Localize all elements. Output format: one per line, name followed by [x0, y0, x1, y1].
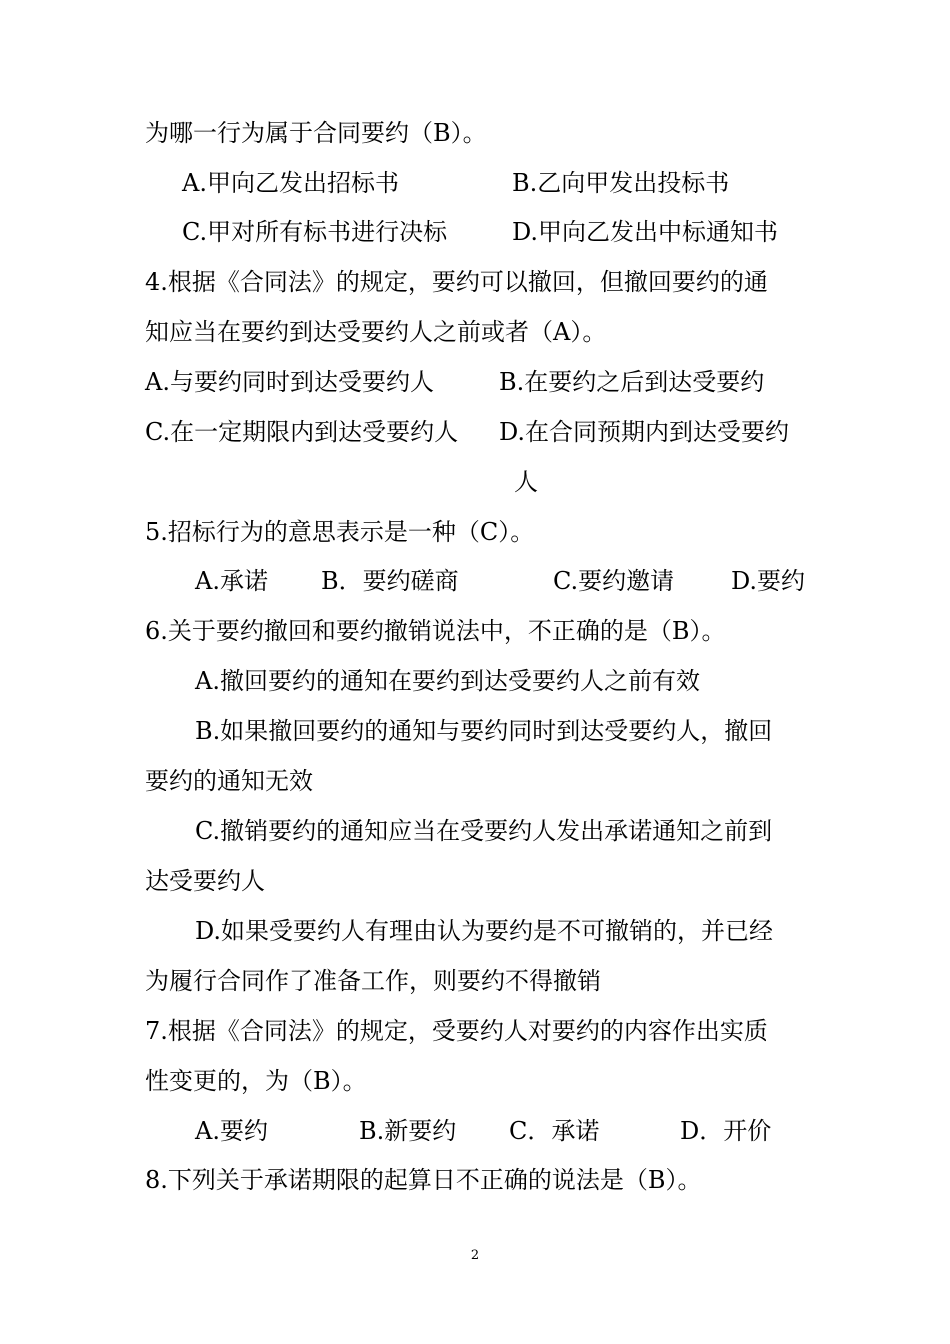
question-4: 4.根据《合同法》的规定，要约可以撤回，但撤回要约的通 — [145, 268, 768, 296]
option-d: D.如果受要约人有理由认为要约是不可撤销的，并已经 — [195, 917, 774, 945]
text-line: 为哪一行为属于合同要约（B）。 — [145, 119, 487, 147]
option-a: A.要约 — [195, 1117, 268, 1145]
option-d: D.甲向乙发出中标通知书 — [512, 218, 779, 246]
option-c: C.要约邀请 — [553, 567, 675, 595]
question-5: 5.招标行为的意思表示是一种（C）。 — [145, 518, 535, 546]
text-line: 性变更的，为（B）。 — [145, 1067, 367, 1095]
question-6: 6.关于要约撤回和要约撤销说法中，不正确的是（B）。 — [145, 617, 726, 645]
text-line: 知应当在要约到达受要约人之前或者（A）。 — [145, 318, 607, 346]
text-line: 人 — [514, 468, 538, 496]
option-a: A.甲向乙发出招标书 — [182, 169, 399, 197]
option-c: C．承诺 — [509, 1117, 600, 1145]
option-b: B.新要约 — [359, 1117, 457, 1145]
option-b: B.在要约之后到达受要约 — [499, 368, 765, 396]
option-d: D.在合同预期内到达受要约 — [499, 418, 790, 446]
question-8: 8.下列关于承诺期限的起算日不正确的说法是（B）。 — [145, 1166, 702, 1194]
option-c: C.甲对所有标书进行决标 — [182, 218, 448, 246]
option-b: B.乙向甲发出投标书 — [512, 169, 730, 197]
question-7: 7.根据《合同法》的规定，受要约人对要约的内容作出实质 — [145, 1017, 768, 1045]
option-a: A.撤回要约的通知在要约到达受要约人之前有效 — [195, 667, 700, 695]
page-number: 2 — [470, 1248, 480, 1263]
option-b: B.如果撤回要约的通知与要约同时到达受要约人，撤回 — [195, 717, 773, 745]
option-d: D.要约 — [731, 567, 806, 595]
option-c: C.撤销要约的通知应当在受要约人发出承诺通知之前到 — [195, 817, 773, 845]
option-b: B．要约磋商 — [321, 567, 459, 595]
text-line: 达受要约人 — [145, 867, 265, 895]
option-a: A.与要约同时到达受要约人 — [145, 368, 434, 396]
text-line: 为履行合同作了准备工作，则要约不得撤销 — [145, 967, 601, 995]
option-d: D．开价 — [680, 1117, 772, 1145]
text-line: 要约的通知无效 — [145, 767, 313, 795]
option-a: A.承诺 — [195, 567, 268, 595]
option-c: C.在一定期限内到达受要约人 — [145, 418, 459, 446]
